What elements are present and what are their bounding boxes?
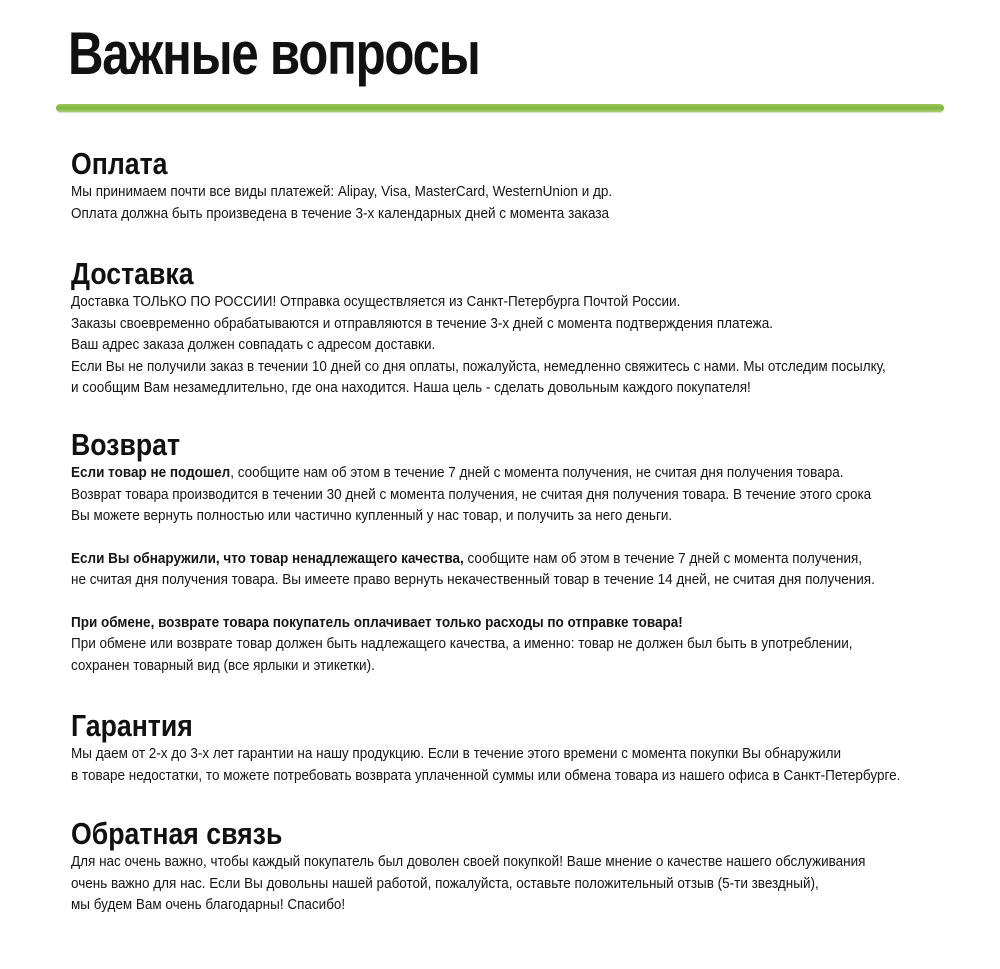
paragraph-gap — [71, 527, 971, 548]
return-text-rest: , сообщите нам об этом в течение 7 дней с момента получения, не считая дня получения товара. — [230, 464, 844, 481]
section-heading-return: Возврат — [71, 427, 181, 462]
section-heading-warranty: Гарантия — [71, 708, 193, 743]
section-warranty — [71, 709, 971, 786]
return-text-line: При обмене или возврате товар должен быть надлежащего качества, а именно: товар не должен был быть в употреблении, — [71, 635, 853, 652]
section-heading-payment: Оплата — [71, 146, 168, 181]
return-text-line: сохранен товарный вид (все ярлыки и этикетки). — [71, 656, 375, 674]
return-text-rest: сообщите нам об этом в течение 7 дней с момента получения, — [463, 549, 863, 567]
feedback-text-line: мы будем Вам очень благодарны! Спасибо! — [71, 896, 346, 913]
warranty-text-line: в товаре недостатки, то можете потребовать возврата уплаченной суммы или обмена товара из нашего офиса в Санкт-Петербурге. — [71, 766, 901, 784]
feedback-text-line: очень важно для нас. Если Вы довольны нашей работой, пожалуйста, оставьте положительный отзыв (5-ти звездный), — [71, 874, 819, 892]
section-delivery — [71, 257, 971, 399]
feedback-text-line: Для нас очень важно, чтобы каждый покупатель был доволен своей покупкой! Ваше мнение о качестве нашего обслуживания — [71, 853, 866, 870]
title-divider — [56, 104, 944, 112]
payment-text-line: Оплата должна быть произведена в течение 3-х календарных дней с момента заказа — [71, 204, 610, 222]
delivery-text-line: Ваш адрес заказа должен совпадать с адресом доставки. — [71, 336, 436, 353]
return-text-line — [71, 612, 881, 634]
delivery-text-line: Заказы своевременно обрабатываются и отправляются в течение 3-х дней с момента подтверждения платежа. — [71, 314, 773, 332]
return-text-line: Возврат товара производится в течении 30 дней с момента получения, не считая дня получения товара. В течение этого срока — [71, 485, 872, 503]
section-heading-feedback: Обратная связь — [71, 816, 283, 851]
section-payment — [71, 147, 971, 224]
delivery-text-line: и сообщим Вам незамедлительно, где она находится. Наша цель - сделать довольным каждого покупателя! — [71, 379, 751, 396]
return-text-line: Вы можете вернуть полностью или частично купленный у нас товар, и получить за него деньги. — [71, 507, 673, 524]
page-title: Важные вопросы — [68, 20, 480, 87]
return-text-line — [71, 462, 881, 484]
paragraph-gap — [71, 591, 971, 612]
delivery-text-line: Доставка ТОЛЬКО ПО РОССИИ! Отправка осуществляется из Санкт-Петербурга Почтой России. — [71, 293, 681, 310]
return-text-line: не считая дня получения товара. Вы имеете право вернуть некачественный товар в течение 14 дней, не считая дня получения. — [71, 571, 875, 588]
return-emphasis: При обмене, возврате товара покупатель оплачивает только расходы по отправке товара! — [71, 613, 683, 631]
section-return — [71, 428, 971, 676]
return-text-line — [71, 548, 881, 570]
return-emphasis: Если товар не подошел — [71, 464, 231, 481]
payment-text-line: Мы принимаем почти все виды платежей: Alipay, Visa, MasterCard, WesternUnion и др. — [71, 183, 613, 200]
section-heading-delivery: Доставка — [71, 256, 194, 291]
delivery-text-line: Если Вы не получили заказ в течении 10 дней со дня оплаты, пожалуйста, немедленно свяжитесь с нами. Мы отследим посылку, — [71, 357, 886, 375]
return-emphasis: Если Вы обнаружили, что товар ненадлежащего качества, — [71, 549, 464, 567]
section-feedback — [71, 817, 971, 916]
warranty-text-line: Мы даем от 2-х до 3-х лет гарантии на нашу продукцию. Если в течение этого времени с момента покупки Вы обнаружили — [71, 745, 842, 762]
